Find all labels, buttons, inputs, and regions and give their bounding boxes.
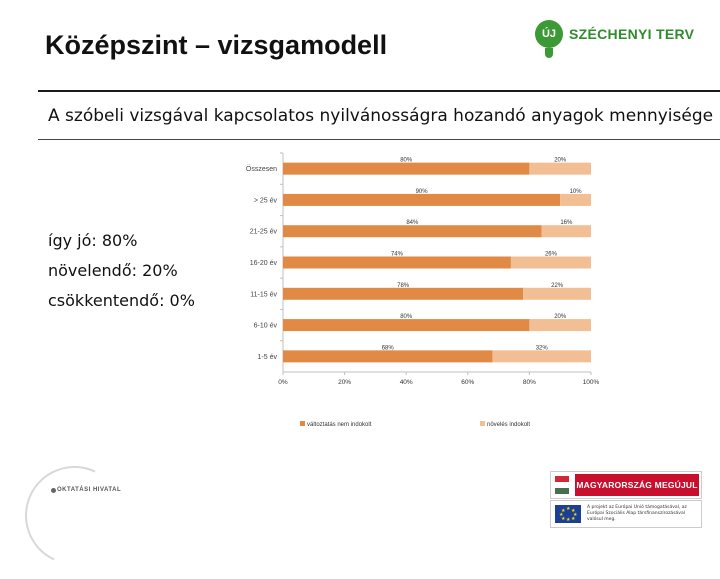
note-decrease: csökkentendő: 0%	[48, 291, 195, 310]
data-label: 16%	[560, 220, 573, 227]
logo-arc-icon	[11, 452, 138, 579]
data-label: 68%	[381, 345, 394, 352]
category-label: 1-5 év	[257, 353, 277, 361]
bar-segment	[283, 194, 560, 206]
chart-subtitle: A szóbeli vizsgával kapcsolatos nyilvánosságra hozandó anyagok mennyisége	[48, 106, 714, 126]
bar-segment	[283, 225, 542, 237]
bar-segment	[560, 194, 591, 206]
logo-dot-icon	[51, 488, 56, 493]
bar-segment	[283, 319, 529, 331]
bar-segment	[283, 163, 529, 175]
x-tick-label: 0%	[278, 379, 288, 386]
x-tick-label: 20%	[338, 379, 352, 386]
note-increase: növelendő: 20%	[48, 261, 178, 280]
legend-label: változtatás nem indokolt	[307, 422, 372, 428]
data-label: 22%	[551, 282, 564, 289]
data-label: 80%	[400, 157, 413, 164]
bar-segment	[511, 257, 591, 269]
legend-swatch	[480, 421, 485, 426]
data-label: 78%	[397, 282, 410, 289]
bar-segment	[283, 257, 511, 269]
data-label: 32%	[535, 345, 548, 352]
legend-swatch	[300, 421, 305, 426]
bar-segment	[492, 350, 591, 362]
oktatasi-hivatal-logo	[25, 462, 135, 540]
uj-badge-icon: ÚJ	[535, 20, 563, 48]
category-label: 11-15 év	[250, 291, 277, 299]
hungarian-flag-icon	[555, 476, 569, 494]
magyarorszag-megujul-badge	[550, 471, 702, 499]
category-label: > 25 év	[253, 197, 277, 205]
data-label: 26%	[544, 251, 557, 258]
x-tick-label: 100%	[582, 379, 600, 386]
x-tick-label: 40%	[399, 379, 413, 386]
data-label: 90%	[415, 188, 428, 195]
category-label: 16-20 év	[249, 260, 277, 267]
data-label: 10%	[569, 188, 582, 195]
data-label: 20%	[554, 314, 567, 321]
page-title: Középszint – vizsgamodell	[45, 30, 388, 60]
data-label: 84%	[406, 220, 419, 227]
bar-segment	[523, 288, 591, 300]
oktatasi-hivatal-text: OKTATÁSI HIVATAL	[57, 487, 122, 493]
bar-segment	[542, 225, 591, 237]
data-label: 80%	[400, 314, 413, 321]
data-label: 20%	[554, 157, 567, 164]
bar-segment	[283, 350, 492, 362]
eu-funding-text: A projekt az Európai Unió támogatásával, az Európai Szociális Alap társfinanszírozásával valósul meg.	[587, 505, 687, 522]
bar-segment	[283, 288, 523, 300]
category-label: 6-10 év	[253, 322, 277, 330]
note-ok: így jó: 80%	[48, 231, 138, 250]
eu-funding-box	[550, 500, 702, 528]
data-label: 74%	[390, 251, 403, 258]
logo-text: SZÉCHENYI TERV	[569, 26, 695, 42]
mo-badge-text: MAGYARORSZÁG MEGÚJUL	[575, 474, 699, 496]
category-label: Összesen	[245, 166, 277, 174]
x-tick-label: 80%	[522, 379, 536, 386]
category-label: 21-25 év	[249, 228, 277, 236]
bar-segment	[529, 319, 591, 331]
eu-flag-icon: ★ ★ ★ ★ ★ ★ ★ ★	[555, 505, 581, 523]
x-tick-label: 60%	[461, 379, 475, 386]
bar-segment	[529, 163, 591, 175]
legend-label: növelés indokolt	[487, 422, 531, 428]
